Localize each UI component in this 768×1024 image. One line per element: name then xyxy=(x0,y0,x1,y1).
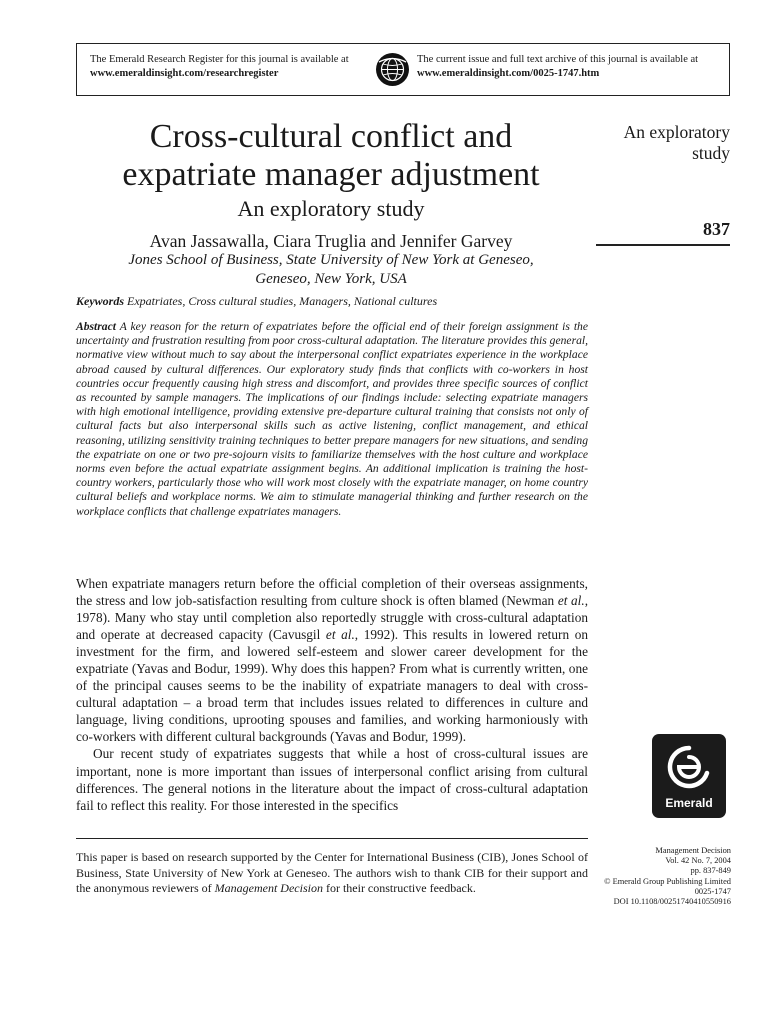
article-title xyxy=(76,118,586,194)
running-title-line2: study xyxy=(692,143,730,163)
full-text-archive-text: The current issue and full text archive of this journal is available at xyxy=(417,54,699,65)
sidebar-rule xyxy=(596,244,730,246)
research-register-url[interactable]: www.emeraldinsight.com/researchregister xyxy=(90,68,279,79)
emerald-e-icon xyxy=(665,743,713,793)
running-title-line1: An exploratory xyxy=(623,122,730,142)
article-title-line1: Cross-cultural conflict and xyxy=(149,118,513,155)
journal-info xyxy=(590,846,731,907)
journal-issn: 0025-1747 xyxy=(694,886,731,896)
footnote-part-a: This paper is based on research supported by the Center for International Business (CIB), Jones School of Business, State University of New York at Geneseo. The authors wish to thank CIB for their support and the anonymous reviewers of xyxy=(76,850,588,895)
keywords-text: Expatriates, Cross cultural studies, Managers, National cultures xyxy=(127,294,438,308)
emerald-logo xyxy=(652,734,726,818)
body-p1-part-c: , 1992). This results in lowered return on investment for the firm, and lowered self-esteem and slower career development for the expatriate (Yavas and Bodur, 1999). Why does this happen? From what is currently written, one of the principal causes seems to be the inability of expatriate managers to deal with cross-cultural adaptation – a broad term that includes issues related to differences in culture and language, living conditions, uprooting spouses and families, and working harmoniously with co-workers with different cultural backgrounds (Yavas and Bodur, 1999). xyxy=(76,627,588,745)
journal-copyright: © Emerald Group Publishing Limited xyxy=(604,876,731,886)
research-register-notice xyxy=(90,53,349,81)
footnote xyxy=(76,850,588,897)
body-p1-part-a: When expatriate managers return before the official completion of their overseas assignments, the stress and low job-satisfaction resulting from culture shock is often blamed (Newman xyxy=(76,576,588,609)
journal-doi: DOI 10.1108/00251740410550916 xyxy=(613,897,731,907)
body-text xyxy=(76,575,588,814)
citation-etal: et al. xyxy=(325,627,355,643)
keywords-label: Keywords xyxy=(76,294,124,308)
research-register-text: The Emerald Research Register for this journal is available at xyxy=(90,54,349,65)
author-affiliation xyxy=(76,251,586,289)
globe-icon xyxy=(376,53,409,86)
abstract-text: A key reason for the return of expatriates before the official end of their foreign assignment is the uncertainty and frustration resulting from poor cross-cultural adaptation. The literature provides this general, normative view without much to say about the interpersonal conflict expatriates experience in the workplace abroad caused by cultural differences. Our exploratory study finds that conflicts with co-workers in host countries occur frequently causing high stress and discomfort, and provides three specific sources of conflict as recounted by sample managers. The implications of our findings include: selecting expatriate managers with high emotional intelligence, providing extensive pre-departure cultural training that consists not only of cultural facts but also interpersonal skills such as active listening, conflict management, and ethical reasoning, utilizing sensitivity training techniques to better prepare managers for new situations, and sending the expatriate on one or two pre-sojourn visits to familiarize themselves with the host culture and workplace norms even before the actual expatriate assignment begins. An additional implication is training the host-country workers, particularly those who will work most closely with the expatriate manager, on home country cultural beliefs and workplace norms. We aim to stimulate managerial thinking and further research on the workplace conflicts that challenge expatriates managers. xyxy=(76,320,588,518)
journal-name: Management Decision xyxy=(655,846,731,855)
journal-volume: Vol. 42 No. 7, 2004 xyxy=(665,856,731,866)
running-title xyxy=(597,122,730,164)
journal-header-box xyxy=(76,43,730,96)
citation-etal: et al. xyxy=(557,593,585,609)
body-p1-part-b: , 1978). Many who stay until completion also reportedly struggle with cross-cultural adaptation and operate at decreased capacity (Cavusgil xyxy=(76,593,589,643)
footnote-part-b: for their constructive feedback. xyxy=(322,881,476,895)
emerald-logo-text: Emerald xyxy=(665,796,713,810)
journal-pages: pp. 837-849 xyxy=(690,866,731,876)
footnote-rule xyxy=(76,838,588,839)
affiliation-line2: Geneseo, New York, USA xyxy=(255,271,407,287)
affiliation-line1: Jones School of Business, State University of New York at Geneseo, xyxy=(128,252,534,268)
article-authors: Avan Jassawalla, Ciara Truglia and Jennifer Garvey xyxy=(149,231,513,251)
article-title-line2: expatriate manager adjustment xyxy=(122,156,540,193)
body-paragraph-2: Our recent study of expatriates suggests that while a host of cross-cultural issues are important, none is more important than issues of interpersonal conflict arising from cultural differences. The general notions in the literature about the impact of cross-cultural adaptation fail to reflect this reality. For those interested in the specifics xyxy=(76,746,588,813)
body-paragraph-1 xyxy=(76,575,588,745)
keywords-line xyxy=(76,294,586,309)
footnote-journal-name: Management Decision xyxy=(214,881,323,895)
full-text-archive-notice xyxy=(417,53,698,81)
page-number: 837 xyxy=(703,219,730,239)
full-text-archive-url[interactable]: www.emeraldinsight.com/0025-1747.htm xyxy=(417,68,600,79)
abstract xyxy=(76,320,588,519)
abstract-label: Abstract xyxy=(76,320,116,333)
article-subtitle: An exploratory study xyxy=(237,196,425,221)
